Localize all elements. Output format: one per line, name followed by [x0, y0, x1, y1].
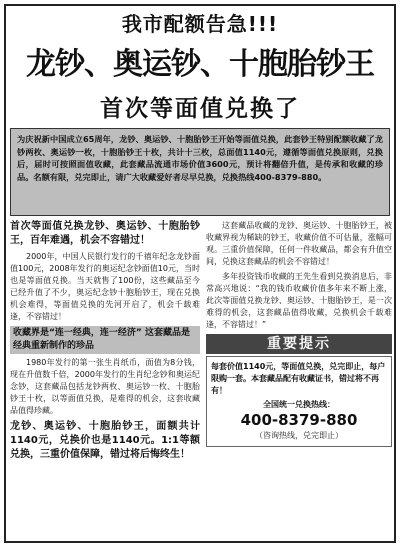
hotline-note: （咨询热线，兑完即止） [255, 431, 343, 440]
hotline-number: 400-8379-880 [240, 411, 358, 429]
hotline-label: 全国统一兑换热线： [263, 400, 335, 409]
subhead: 首次等面值兑换了 [100, 96, 300, 122]
kicker-text: 我市配额告急!!! [121, 12, 279, 36]
tips-box [206, 356, 392, 447]
tips-title: 重要提示 [206, 334, 392, 354]
ad-header [6, 6, 394, 127]
right-column [206, 220, 392, 542]
body-paragraph: 1980年发行的第一张生肖纸币，面值为8分钱，现在升值数千倍，2000年发行的生肖纪念钞和奥运纪念钞，这套藏品包括龙钞两枚、奥运钞一枚、十胞胎钞王十枚，以等面值兑换，是难得的机会，这套收藏品值得珍藏。 [10, 358, 200, 415]
intro-box: 为庆祝新中国成立65周年，龙钞、奥运钞、十胞胎钞王开始等面值兑换，此套钞王特别配额收藏了龙钞两枚、奥运钞一枚，十胞胎钞王十枚，共计十三枚，总面值1140元，遵循等面值兑换原则，兑换后，届时可按照面值收藏，此套藏品流通市场价值3600元，预计将翻倍升值，是传承和收藏的珍品。名额有限，兑完即止，请广大收藏爱好者尽早兑换，兑换热线400-8379-880。 [10, 128, 390, 216]
bottom-highlight: 龙钞、奥运钞、十胞胎钞王，面额共计1140元，兑换价也是1140元。1:1等额兑换，三重价值保障，错过将后悔终生！ [10, 421, 200, 460]
body-paragraph: 多年投资钱币收藏的王先生看到兑换消息后，非常高兴地说：“我的钱币收藏价值多年来不断上涨，此次等面值兑换龙钞、奥运钞、十胞胎钞王，是一次难得的机会，这套藏品值得收藏，兑换机会千载难逢，不容错过！” [206, 272, 392, 329]
headline: 龙钞、奥运钞、十胞胎钞王 [26, 47, 374, 82]
tips-text: 每套价值1140元，等面值兑换，兑完即止，每户限购一套。本套藏品配有收藏证书，错过将不再有！ [211, 362, 386, 395]
left-column [10, 220, 200, 542]
newspaper-ad [4, 4, 396, 543]
body-paragraph: 2000年，中国人民银行发行的千禧年纪念龙钞面值100元，2008年发行的奥运纪念钞面值10元，当时也是等面值兑换。当天就售了100份，这些藏品至今已经升值了不少，奥运纪念钞十胞胎钞王，现在兑换机会难得，等面值兑换的先河开启了，机会千载难逢，不容错过！ [10, 252, 200, 321]
section-heading: 收藏界是“连一经典，连一经济” 这套藏品是经典重新制作的珍品 [10, 326, 200, 354]
body-paragraph: 这套藏品收藏的龙钞、奥运钞、十胞胎钞王，被收藏界视为稀缺的钞王，收藏价值不可估量，涨幅可观。三重价值保障，任何一件收藏品，都会有升值空间，兑换这套藏品的机会不容错过！ [206, 221, 392, 266]
lead-paragraph: 首次等面值兑换龙钞、奥运钞、十胞胎钞王，百年难遇，机会不容错过！ [10, 221, 200, 246]
